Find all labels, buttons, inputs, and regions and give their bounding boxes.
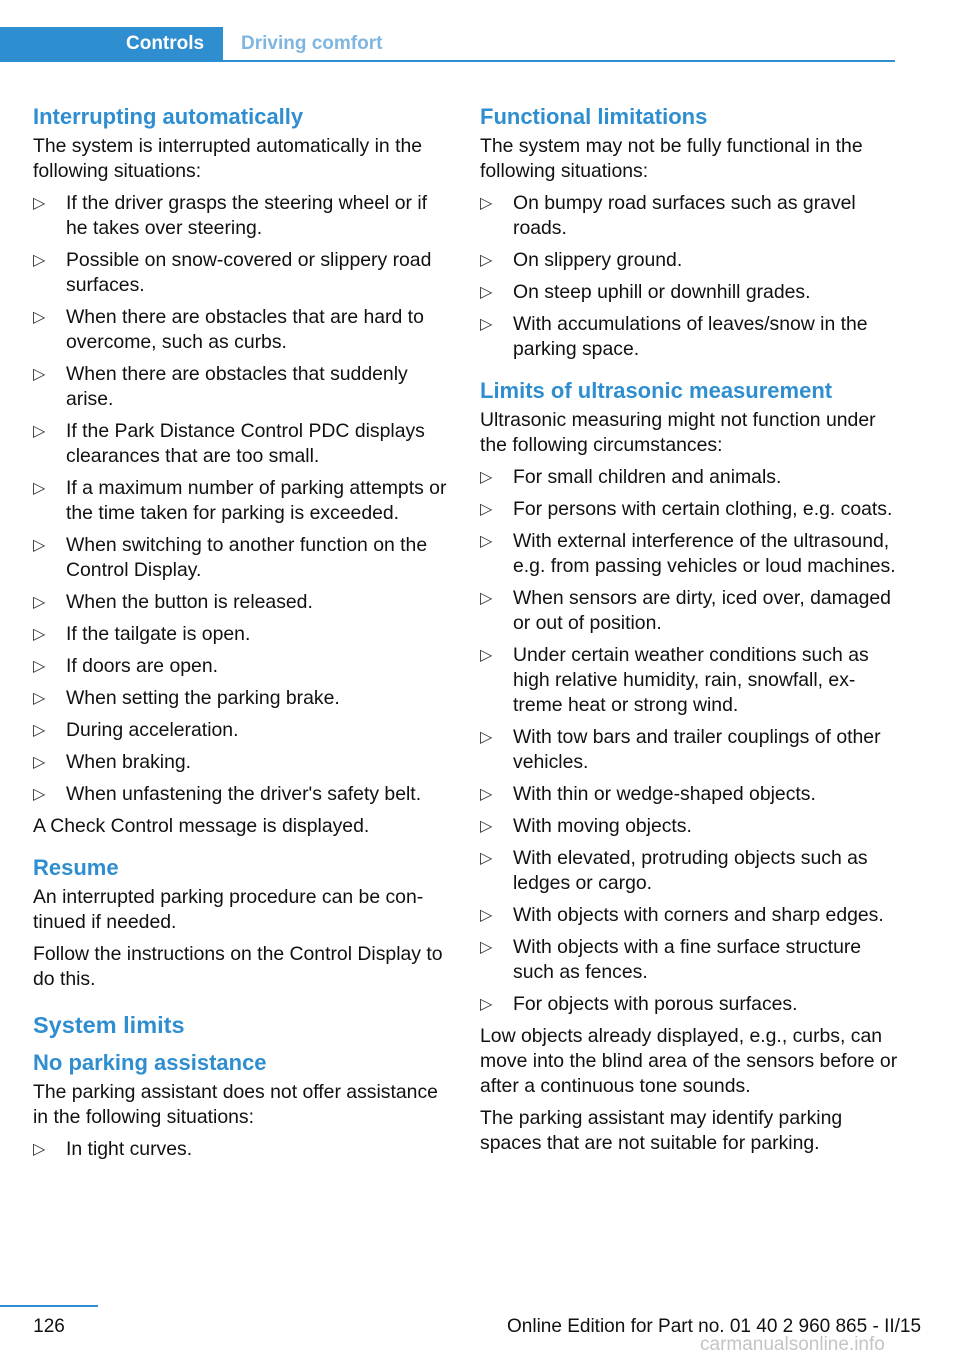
list-item-text: On steep uphill or downhill grades. — [513, 281, 811, 303]
list-item-text: With thin or wedge-shaped objects. — [513, 783, 816, 805]
list-item-text: With moving objects. — [513, 815, 692, 837]
heading-interrupting-automatically: Interrupting automatically — [33, 104, 304, 129]
list-item-text: For persons with certain clothing, e.g. coats. — [513, 498, 893, 520]
list-item — [33, 248, 448, 298]
list-item — [33, 782, 448, 807]
list-item — [480, 191, 898, 241]
list-item-text: With accumulations of leaves/snow in the parking space. — [513, 313, 868, 360]
triangle-bullet-icon: ▷ — [480, 284, 493, 301]
edition-note: Online Edition for Part no. 01 40 2 960 865 - II/15 — [507, 1316, 922, 1337]
list-item-text: When braking. — [66, 751, 192, 773]
list-item-text: Under certain weather conditions such as high relative humidity, rain, snowfall, extreme heat or strong wind. — [513, 644, 869, 716]
triangle-bullet-icon: ▷ — [480, 786, 493, 803]
list-item-text: When sensors are dirty, iced over, damaged or out of position. — [513, 587, 891, 634]
triangle-bullet-icon: ▷ — [480, 501, 493, 518]
triangle-bullet-icon: ▷ — [480, 252, 493, 269]
list-item — [33, 686, 448, 711]
list-item-text: When the button is released. — [66, 591, 313, 613]
list-item — [33, 590, 448, 615]
triangle-bullet-icon: ▷ — [33, 690, 46, 707]
heading-ultrasonic-limits: Limits of ultrasonic measurement — [480, 378, 833, 403]
list-item-text: With elevated, protruding objects such as ledges or cargo. — [513, 847, 868, 894]
list-item-text: With external interference of the ultrasound, e.g. from passing vehicles or loud machines. — [513, 530, 896, 577]
list-item-text: When switching to another function on the Control Display. — [66, 534, 428, 581]
paragraph-no-assistance: The parking assistant does not offer assistance in the following situations: — [33, 1081, 438, 1128]
paragraph-ultrasonic-intro: Ultrasonic measuring might not function under the following circumstances: — [480, 409, 876, 456]
triangle-bullet-icon: ▷ — [480, 850, 493, 867]
list-item-text: During acceleration. — [66, 719, 239, 741]
triangle-bullet-icon: ▷ — [33, 658, 46, 675]
list-item — [33, 305, 448, 355]
list-item — [480, 465, 898, 490]
list-item — [480, 248, 898, 273]
left-column — [33, 100, 448, 1169]
list-item — [33, 718, 448, 743]
paragraph-identify-spaces: The parking assistant may identify parking spaces that are not suitable for parking. — [480, 1107, 843, 1154]
list-item — [480, 586, 898, 636]
triangle-bullet-icon: ▷ — [33, 626, 46, 643]
ultrasonic-list — [480, 465, 898, 1017]
triangle-bullet-icon: ▷ — [33, 309, 46, 326]
list-item — [480, 992, 898, 1017]
triangle-bullet-icon: ▷ — [33, 1141, 46, 1158]
triangle-bullet-icon: ▷ — [480, 469, 493, 486]
list-item — [33, 419, 448, 469]
triangle-bullet-icon: ▷ — [33, 754, 46, 771]
triangle-bullet-icon: ▷ — [480, 818, 493, 835]
triangle-bullet-icon: ▷ — [480, 729, 493, 746]
list-item — [480, 529, 898, 579]
triangle-bullet-icon: ▷ — [480, 996, 493, 1013]
list-item — [33, 1137, 448, 1162]
list-item — [480, 935, 898, 985]
no-assistance-list — [33, 1137, 448, 1162]
list-item-text: With tow bars and trailer couplings of other vehicles. — [513, 726, 881, 773]
triangle-bullet-icon: ▷ — [33, 722, 46, 739]
list-item-text: In tight curves. — [66, 1138, 193, 1160]
triangle-bullet-icon: ▷ — [480, 533, 493, 550]
triangle-bullet-icon: ▷ — [480, 939, 493, 956]
triangle-bullet-icon: ▷ — [33, 366, 46, 383]
list-item-text: With objects with corners and sharp edges. — [513, 904, 884, 926]
triangle-bullet-icon: ▷ — [33, 786, 46, 803]
paragraph-interrupt-intro: The system is interrupted automatically in the following situations: — [33, 135, 423, 182]
list-item — [33, 476, 448, 526]
paragraph-resume-1: An interrupted parking procedure can be continued if needed. — [33, 886, 424, 933]
heading-system-limits: System limits — [33, 1012, 185, 1038]
list-item-text: When unfastening the driver's safety belt. — [66, 783, 422, 805]
triangle-bullet-icon: ▷ — [480, 195, 493, 212]
list-item-text: If the Park Distance Control PDC displays clearances that are too small. — [66, 420, 425, 467]
heading-no-parking-assistance: No parking assistance — [33, 1050, 267, 1075]
list-item-text: For small children and animals. — [513, 466, 782, 488]
list-item — [480, 312, 898, 362]
list-item-text: With objects with a fine surface structure such as fences. — [513, 936, 862, 983]
list-item — [480, 782, 898, 807]
list-item-text: For objects with porous surfaces. — [513, 993, 798, 1015]
list-item-text: When there are obstacles that suddenly arise. — [66, 363, 408, 410]
heading-resume: Resume — [33, 855, 119, 880]
list-item — [480, 643, 898, 718]
right-column — [480, 100, 898, 1163]
triangle-bullet-icon: ▷ — [33, 480, 46, 497]
list-item — [480, 903, 898, 928]
paragraph-low-objects: Low objects already displayed, e.g., curbs, can move into the blind area of the sensors before or after a continuous tone sounds. — [480, 1025, 898, 1097]
triangle-bullet-icon: ▷ — [480, 590, 493, 607]
triangle-bullet-icon: ▷ — [33, 594, 46, 611]
watermark: carmanualsonline.info — [700, 1334, 885, 1355]
list-item — [480, 846, 898, 896]
triangle-bullet-icon: ▷ — [480, 907, 493, 924]
tab-controls[interactable]: Controls — [0, 27, 223, 62]
list-item — [480, 280, 898, 305]
footer-rule — [0, 1305, 98, 1307]
list-item-text: Possible on snow-covered or slippery road surfaces. — [66, 249, 432, 296]
list-item — [33, 533, 448, 583]
paragraph-resume-2: Follow the instructions on the Control Display to do this. — [33, 943, 443, 990]
list-item — [33, 191, 448, 241]
list-item — [480, 725, 898, 775]
paragraph-functional-intro: The system may not be fully functional in the following situations: — [480, 135, 863, 182]
triangle-bullet-icon: ▷ — [33, 195, 46, 212]
list-item — [33, 750, 448, 775]
list-item-text: On slippery ground. — [513, 249, 683, 271]
functional-list — [480, 191, 898, 362]
list-item — [480, 497, 898, 522]
list-item — [33, 622, 448, 647]
heading-functional-limitations: Functional limitations — [480, 104, 708, 129]
list-item-text: If a maximum number of parking attempts or the time taken for parking is exceeded. — [66, 477, 447, 524]
triangle-bullet-icon: ▷ — [480, 647, 493, 664]
list-item — [33, 362, 448, 412]
page-number: 126 — [33, 1316, 65, 1337]
list-item-text: When there are obstacles that are hard to overcome, such as curbs. — [66, 306, 424, 353]
list-item — [33, 654, 448, 679]
list-item-text: If the driver grasps the steering wheel or if he takes over steering. — [66, 192, 428, 239]
triangle-bullet-icon: ▷ — [480, 316, 493, 333]
triangle-bullet-icon: ▷ — [33, 537, 46, 554]
triangle-bullet-icon: ▷ — [33, 252, 46, 269]
triangle-bullet-icon: ▷ — [33, 423, 46, 440]
page-header — [0, 27, 895, 62]
list-item — [480, 814, 898, 839]
tab-driving-comfort[interactable]: Driving comfort — [241, 33, 383, 54]
list-item-text: If the tailgate is open. — [66, 623, 251, 645]
list-item-text: When setting the parking brake. — [66, 687, 340, 709]
paragraph-check-control: A Check Control message is displayed. — [33, 815, 370, 837]
interrupt-list — [33, 191, 448, 807]
list-item-text: On bumpy road surfaces such as gravel roads. — [513, 192, 856, 239]
list-item-text: If doors are open. — [66, 655, 218, 677]
